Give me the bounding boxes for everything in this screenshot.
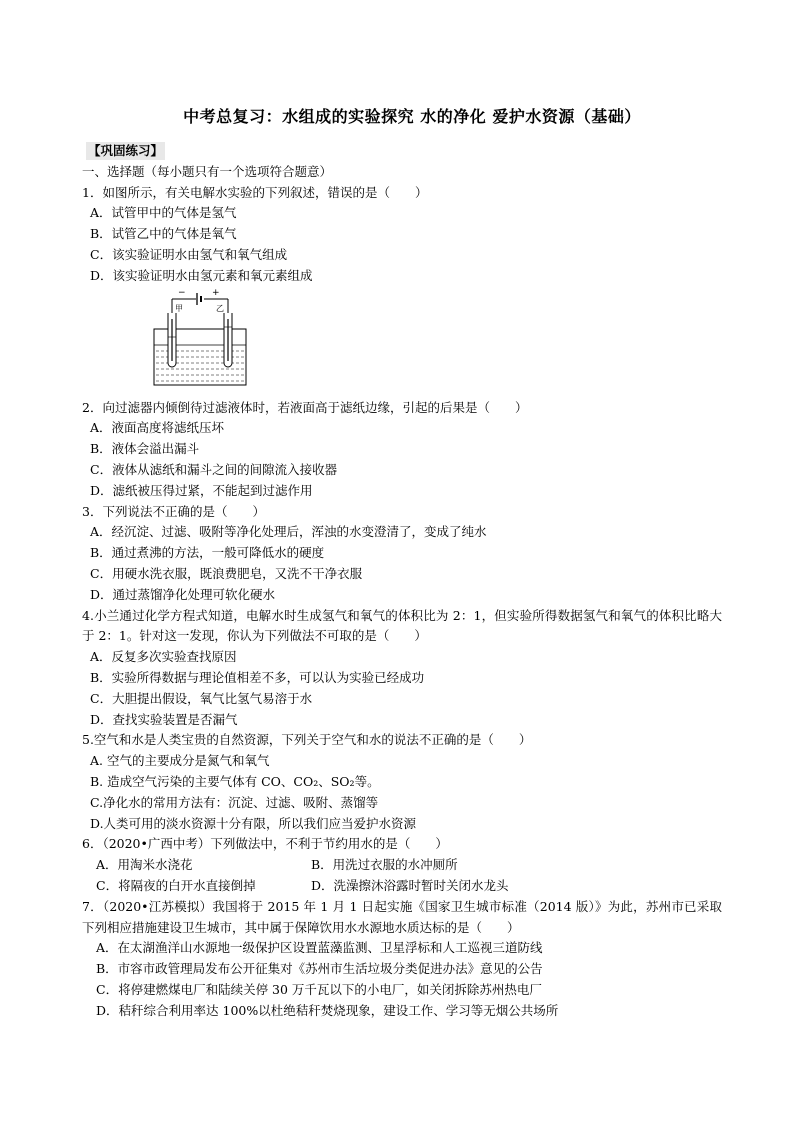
option-c: C．大胆提出假设，氧气比氢气易溶于水 [90, 690, 313, 706]
page-title: 中考总复习：水组成的实验探究 水的净化 爱护水资源（基础） [183, 107, 641, 126]
question-stem: 5.空气和水是人类宝贵的自然资源，下列关于空气和水的说法不正确的是（ ） [82, 732, 532, 748]
option-d: D．通过蒸馏净化处理可软化硬水 [90, 586, 276, 602]
option-d: D.人类可用的淡水资源十分有限，所以我们应当爱护水资源 [90, 815, 417, 831]
electrolysis-apparatus-figure [150, 289, 250, 389]
option-a: A．液面高度将滤纸压坏 [90, 420, 225, 436]
option-c: C．液体从滤纸和漏斗之间的间隙流入接收器 [90, 461, 338, 477]
tube-label-left: 甲 [175, 303, 183, 313]
question-1 [82, 183, 722, 398]
option-d: D．秸秆综合利用率达 100%以杜绝秸秆焚烧现象，建设工作、学习等无烟公共场所 [96, 1002, 559, 1018]
option-d: D．滤纸被压得过紧，不能起到过滤作用 [90, 482, 313, 498]
option-b: B．通过煮沸的方法，一般可降低水的硬度 [90, 545, 325, 561]
section-tag: 【巩固练习】 [88, 143, 164, 158]
option-b: B．用洗过衣服的水冲厕所 [311, 857, 458, 873]
question-4 [82, 606, 722, 731]
minus-label: − [178, 288, 186, 298]
question-5 [82, 730, 722, 834]
question-3 [82, 502, 722, 606]
option-a: A．反复多次实验查找原因 [90, 649, 237, 665]
option-a: A．试管甲中的气体是氢气 [90, 205, 237, 221]
option-b: B. 造成空气污染的主要气体有 CO、CO₂、SO₂等。 [90, 773, 380, 789]
option-a: A．用淘米水浇花 [96, 857, 193, 873]
option-b: B．试管乙中的气体是氧气 [90, 226, 237, 242]
question-stem: 6．（2020•广西中考）下列做法中，不利于节约用水的是（ ） [82, 836, 448, 852]
question-stem: 7．（2020•江苏模拟）我国将于 2015 年 1 月 1 日起实施《国家卫生城市标准（2014 版）》为此，苏州市已采取下列相应措施建设卫生城市，其中属于保障饮用水水源地水质达标的是（ ） [82, 898, 722, 935]
question-stem: 4.小兰通过化学方程式知道，电解水时生成氢气和氧气的体积比为 2：1，但实验所得数据氢气和氧气的体积比略大于 2：1。针对这一发现，你认为下列做法不可取的是（ ） [82, 607, 722, 644]
plus-label: + [212, 288, 220, 298]
option-c: C．将停建燃煤电厂和陆续关停 30 万千瓦以下的小电厂，如关闭拆除苏州热电厂 [96, 981, 542, 997]
question-stem: 3．下列说法不正确的是（ ） [82, 503, 265, 519]
question-stem: 1．如图所示，有关电解水实验的下列叙述，错误的是（ ） [82, 184, 428, 200]
option-d: D．洗澡擦沐浴露时暂时关闭水龙头 [311, 877, 509, 893]
option-a: A．经沉淀、过滤、吸附等净化处理后，浑浊的水变澄清了，变成了纯水 [90, 524, 487, 540]
tube-label-right: 乙 [216, 303, 224, 313]
option-c: C．将隔夜的白开水直接倒掉 [96, 877, 256, 893]
option-b: B．实验所得数据与理论值相差不多，可以认为实验已经成功 [90, 669, 425, 685]
question-6 [82, 834, 722, 896]
option-b: B．液体会溢出漏斗 [90, 441, 200, 457]
option-b: B．市容市政管理局发布公开征集对《苏州市生活垃圾分类促进办法》意见的公告 [96, 961, 543, 977]
question-2 [82, 398, 722, 502]
question-stem: 2．向过滤器内倾倒待过滤液体时，若液面高于滤纸边缘，引起的后果是（ ） [82, 399, 528, 415]
question-7 [82, 897, 722, 1022]
option-a: A．在太湖渔洋山水源地一级保护区设置蓝藻监测、卫星浮标和人工巡视三道防线 [96, 940, 543, 956]
option-c: C．用硬水洗衣服，既浪费肥皂，又洗不干净衣服 [90, 565, 363, 581]
option-c: C．该实验证明水由氢气和氧气组成 [90, 246, 288, 262]
option-d: D．该实验证明水由氢元素和氧元素组成 [90, 267, 313, 283]
option-a: A. 空气的主要成分是氮气和氧气 [90, 753, 270, 769]
document-content [82, 104, 722, 1021]
option-c: C.净化水的常用方法有：沉淀、过滤、吸附、蒸馏等 [90, 794, 379, 810]
section-heading: 一、选择题（每小题只有一个选项符合题意） [82, 163, 333, 179]
option-d: D．查找实验装置是否漏气 [90, 711, 238, 727]
